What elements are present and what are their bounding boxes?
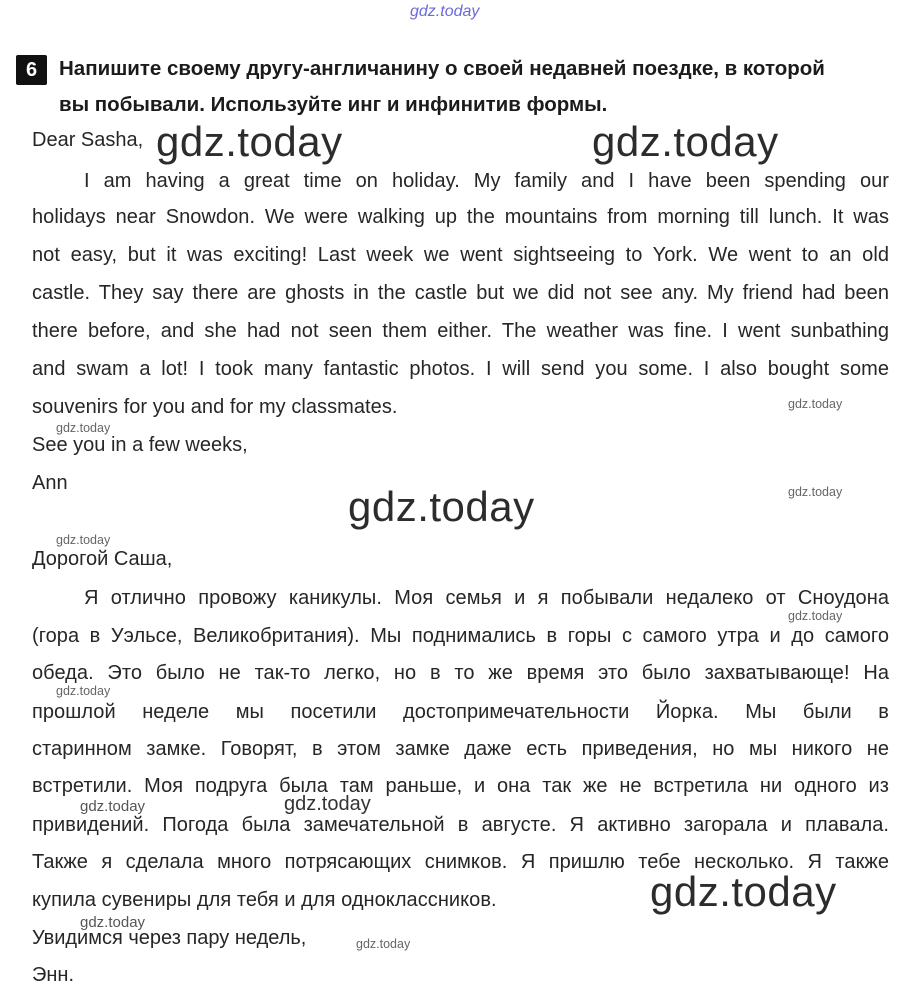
watermark-small: gdz.today <box>356 937 411 951</box>
english-greeting: Dear Sasha, <box>32 129 144 151</box>
watermark-small: gdz.today <box>56 684 111 698</box>
header-watermark: gdz.today <box>410 3 480 20</box>
watermark-large: gdz.today <box>348 483 535 530</box>
watermark-medium: gdz.today <box>284 793 371 815</box>
english-line: souvenirs for you and for my classmates. <box>32 396 398 418</box>
english-signature: Ann <box>32 472 68 494</box>
russian-line: (гора в Уэльсе, Великобритания). Мы поднимались в горы с самого утра и до самого <box>32 625 889 647</box>
english-closing: See you in a few weeks, <box>32 434 248 456</box>
watermark-small: gdz.today <box>80 798 146 815</box>
english-line: not easy, but it was exciting! Last week we went sightseeing to York. We went to an old <box>32 244 889 266</box>
english-line: holidays near Snowdon. We were walking up the mountains from morning till lunch. It was <box>32 206 889 228</box>
english-line: and swam a lot! I took many fantastic photos. I will send you some. I also bought some <box>32 358 889 380</box>
watermark-large: gdz.today <box>650 868 837 915</box>
russian-line: старинном замке. Говорят, в этом замке даже есть приведения, но мы никого не <box>32 738 889 760</box>
task-instruction-line-2: вы побывали. Используйте инг и инфинитив формы. <box>59 93 608 116</box>
watermark-small: gdz.today <box>788 485 843 499</box>
task-instruction-line-1: Напишите своему другу-англичанину о своей недавней поездке, в которой <box>59 57 825 80</box>
english-line: there before, and she had not seen them either. The weather was fine. I went sunbathing <box>32 320 889 342</box>
russian-line: Также я сделала много потрясающих снимков. Я пришлю тебе несколько. Я также <box>32 851 889 873</box>
russian-line: привидений. Погода была замечательной в августе. Я активно загорала и плавала. <box>32 814 889 836</box>
watermark-small: gdz.today <box>788 397 843 411</box>
watermark-large: gdz.today <box>592 118 779 165</box>
russian-line: купила сувениры для тебя и для одноклассников. <box>32 889 497 911</box>
russian-line: прошлой неделе мы посетили достопримечательности Йорка. Мы были в <box>32 701 889 723</box>
english-line: I am having a great time on holiday. My family and I have been spending our <box>84 170 889 192</box>
watermark-small: gdz.today <box>80 914 146 931</box>
russian-closing: Увидимся через пару недель, <box>32 927 307 949</box>
task-number-badge: 6 <box>16 55 47 85</box>
russian-line: встретили. Моя подруга была там раньше, и она так же не встретила ни одного из <box>32 775 889 797</box>
english-line: castle. They say there are ghosts in the castle but we did not see any. My friend had been <box>32 282 889 304</box>
russian-signature: Энн. <box>32 964 75 986</box>
russian-line: обеда. Это было не так-то легко, но в то же время это было захватывающе! На <box>32 662 889 684</box>
russian-line: Я отлично провожу каникулы. Моя семья и я побывали недалеко от Сноудона <box>84 587 889 609</box>
watermark-large: gdz.today <box>156 118 343 165</box>
russian-greeting: Дорогой Саша, <box>32 548 173 570</box>
watermark-small: gdz.today <box>56 533 111 547</box>
watermark-small: gdz.today <box>788 609 843 623</box>
watermark-small: gdz.today <box>56 421 111 435</box>
